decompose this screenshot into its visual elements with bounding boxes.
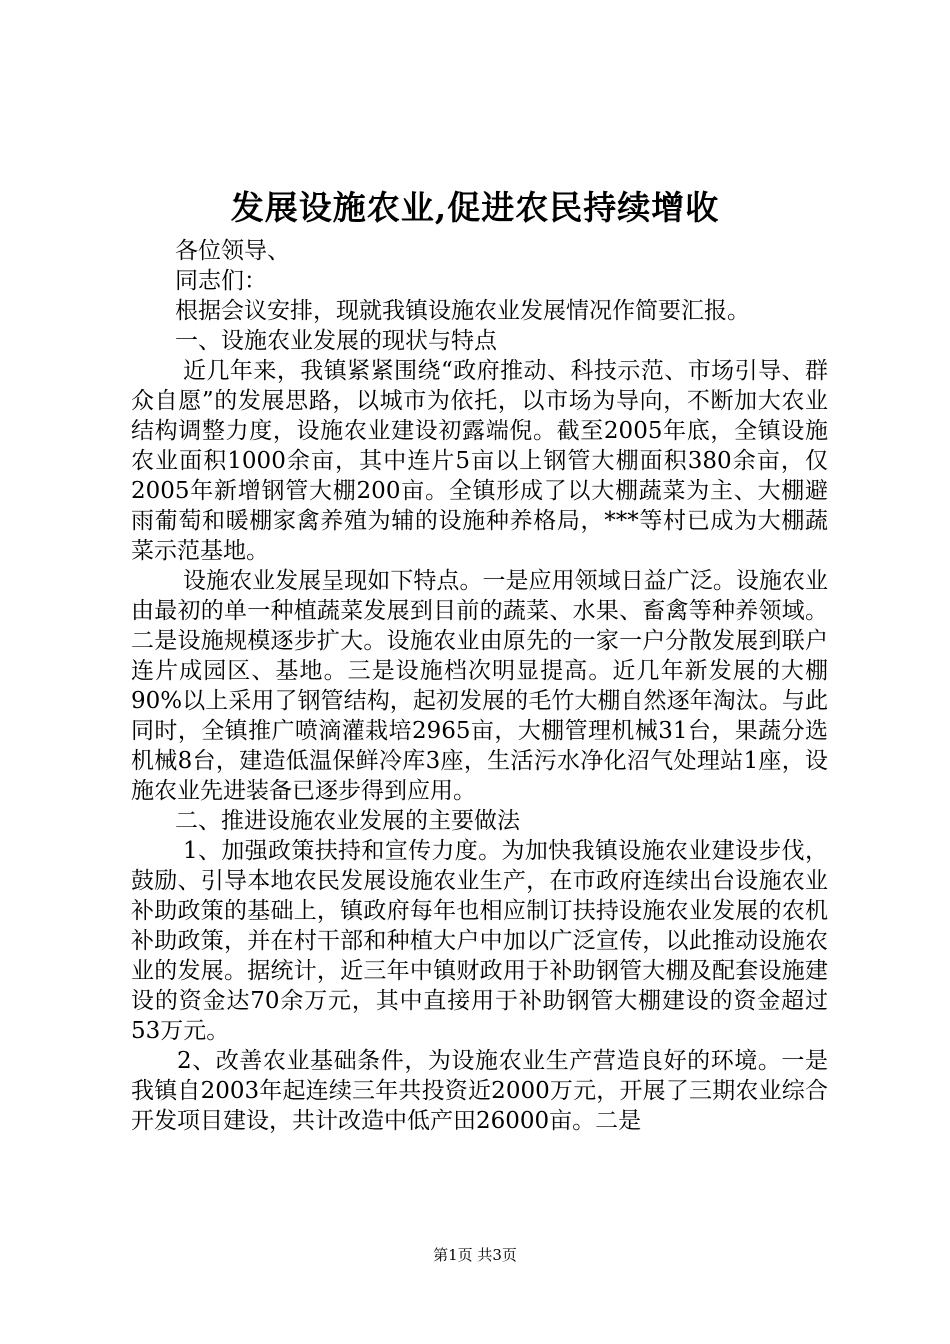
body-paragraph: 近几年来，我镇紧紧围绕“政府推动、科技示范、市场引导、群众自愿”的发展思路，以城市为依托，以市场为导向，不断加大农业结构调整力度，设施农业建设初露端倪。截至2005年底，全镇设施农业面积1000余亩，其中连片5亩以上钢管大棚面积380余亩，仅2005年新增钢管大棚200亩。全镇形成了以大棚蔬菜为主、大棚避雨葡萄和暖棚家禽养殖为辅的设施种养格局，***等村已成为大棚蔬菜示范基地。 (131, 358, 828, 564)
body-paragraph: 1、加强政策扶持和宣传力度。为加快我镇设施农业建设步伐，鼓励、引导本地农民发展设施农业生产，在市政府连续出台设施农业补助政策的基础上，镇政府每年也相应制订扶持设施农业发展的农机补助政策，并在村干部和种植大户中加以广泛宣传，以此推动设施农业的发展。据统计，近三年中镇财政用于补助钢管大棚及配套设施建设的资金达70余万元，其中直接用于补助钢管大棚建设的资金超过53万元。 (131, 838, 828, 1044)
section-heading: 一、设施农业发展的现状与特点 (175, 328, 497, 354)
body-paragraph: 设施农业发展呈现如下特点。一是应用领域日益广泛。设施农业由最初的单一种植蔬菜发展到目前的蔬菜、水果、畜禽等种养领域。二是设施规模逐步扩大。设施农业由原先的一家一户分散发展到联户连片成园区、基地。三是设施档次明显提高。近几年新发展的大棚90%以上采用了钢管结构，起初发展的毛竹大棚自然逐年淘汰。与此同时，全镇推广喷滴灌栽培2965亩，大棚管理机械31台，果蔬分选机械8台，建造低温保鲜冷库3座，生活污水净化沼气处理站1座，设施农业先进装备已逐步得到应用。 (131, 568, 828, 804)
body-paragraph: 2、改善农业基础条件，为设施农业生产营造良好的环境。一是我镇自2003年起连续三年共投资近2000万元，开展了三期农业综合开发项目建设，共计改造中低产田26000亩。二是 (131, 1048, 828, 1134)
page-title: 发展设施农业,促进农民持续增收 (230, 188, 720, 227)
salutation-line: 同志们： (175, 268, 267, 294)
page-footer: 第1页 共3页 (433, 1246, 517, 1264)
intro-paragraph: 根据会议安排，现就我镇设施农业发展情况作简要汇报。 (175, 298, 750, 324)
section-heading: 二、推进设施农业发展的主要做法 (175, 808, 520, 834)
document-body (131, 236, 828, 1136)
salutation-line: 各位领导、 (175, 238, 290, 264)
